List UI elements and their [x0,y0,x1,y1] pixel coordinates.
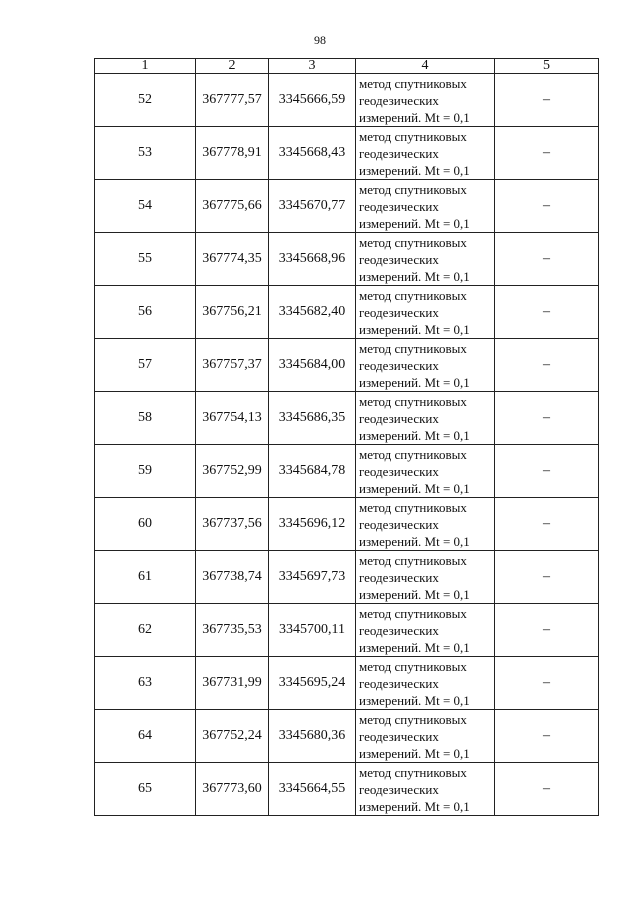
point-number-cell: 64 [95,710,196,763]
table-row [95,74,599,127]
header-row [95,59,599,74]
method-line: измерений. Mt = 0,1 [359,162,470,178]
method-cell [356,604,495,657]
header-col-5: 5 [495,59,599,74]
point-number-cell: 52 [95,74,196,127]
point-number-cell: 65 [95,763,196,816]
method-line: метод спутниковых [359,181,467,197]
note-cell: – [495,127,599,180]
y-coordinate-cell: 3345666,59 [269,74,356,127]
method-cell [356,74,495,127]
note-cell: – [495,763,599,816]
y-coordinate-cell: 3345697,73 [269,551,356,604]
method-line: геодезических [359,569,439,585]
x-coordinate-cell: 367738,74 [196,551,269,604]
method-line: геодезических [359,198,439,214]
method-line: измерений. Mt = 0,1 [359,215,470,231]
table-row [95,710,599,763]
method-line: измерений. Mt = 0,1 [359,745,470,761]
header-col-1: 1 [95,59,196,74]
point-number-cell: 54 [95,180,196,233]
method-line: геодезических [359,92,439,108]
y-coordinate-cell: 3345696,12 [269,498,356,551]
note-cell: – [495,233,599,286]
y-coordinate-cell: 3345680,36 [269,710,356,763]
method-line: измерений. Mt = 0,1 [359,533,470,549]
method-line: измерений. Mt = 0,1 [359,321,470,337]
y-coordinate-cell: 3345684,00 [269,339,356,392]
header-col-2: 2 [196,59,269,74]
method-line: геодезических [359,728,439,744]
note-cell: – [495,445,599,498]
x-coordinate-cell: 367757,37 [196,339,269,392]
note-cell: – [495,710,599,763]
table-row [95,498,599,551]
table-row [95,445,599,498]
method-line: измерений. Mt = 0,1 [359,268,470,284]
method-line: метод спутниковых [359,393,467,409]
y-coordinate-cell: 3345670,77 [269,180,356,233]
x-coordinate-cell: 367777,57 [196,74,269,127]
method-line: метод спутниковых [359,446,467,462]
method-line: метод спутниковых [359,605,467,621]
point-number-cell: 57 [95,339,196,392]
method-cell [356,498,495,551]
table-row [95,180,599,233]
method-cell [356,392,495,445]
point-number-cell: 58 [95,392,196,445]
point-number-cell: 56 [95,286,196,339]
method-line: метод спутниковых [359,658,467,674]
point-number-cell: 63 [95,657,196,710]
header-col-4: 4 [356,59,495,74]
method-line: измерений. Mt = 0,1 [359,798,470,814]
note-cell: – [495,74,599,127]
point-number-cell: 60 [95,498,196,551]
method-line: метод спутниковых [359,340,467,356]
note-cell: – [495,498,599,551]
method-line: геодезических [359,516,439,532]
table-row [95,233,599,286]
method-cell [356,286,495,339]
method-line: измерений. Mt = 0,1 [359,692,470,708]
method-cell [356,710,495,763]
note-cell: – [495,286,599,339]
x-coordinate-cell: 367774,35 [196,233,269,286]
table-row [95,127,599,180]
method-line: измерений. Mt = 0,1 [359,480,470,496]
method-line: метод спутниковых [359,552,467,568]
note-cell: – [495,339,599,392]
table-row [95,392,599,445]
method-line: геодезических [359,357,439,373]
method-cell [356,127,495,180]
method-line: геодезических [359,622,439,638]
method-line: метод спутниковых [359,711,467,727]
method-line: измерений. Mt = 0,1 [359,639,470,655]
table-row [95,604,599,657]
method-cell [356,339,495,392]
x-coordinate-cell: 367752,99 [196,445,269,498]
note-cell: – [495,180,599,233]
method-cell [356,763,495,816]
y-coordinate-cell: 3345684,78 [269,445,356,498]
note-cell: – [495,657,599,710]
y-coordinate-cell: 3345668,43 [269,127,356,180]
note-cell: – [495,604,599,657]
table-row [95,339,599,392]
x-coordinate-cell: 367778,91 [196,127,269,180]
method-line: геодезических [359,781,439,797]
point-number-cell: 59 [95,445,196,498]
x-coordinate-cell: 367735,53 [196,604,269,657]
point-number-cell: 62 [95,604,196,657]
table-row [95,551,599,604]
page-number: 98 [314,33,326,47]
point-number-cell: 61 [95,551,196,604]
method-line: геодезических [359,410,439,426]
point-number-cell: 55 [95,233,196,286]
method-cell [356,233,495,286]
method-line: геодезических [359,304,439,320]
x-coordinate-cell: 367754,13 [196,392,269,445]
coordinates-table [94,58,599,816]
x-coordinate-cell: 367773,60 [196,763,269,816]
table-row [95,657,599,710]
method-cell [356,180,495,233]
method-line: метод спутниковых [359,75,467,91]
method-line: геодезических [359,251,439,267]
method-line: метод спутниковых [359,234,467,250]
x-coordinate-cell: 367756,21 [196,286,269,339]
method-line: метод спутниковых [359,287,467,303]
method-line: метод спутниковых [359,128,467,144]
method-line: метод спутниковых [359,764,467,780]
y-coordinate-cell: 3345668,96 [269,233,356,286]
x-coordinate-cell: 367731,99 [196,657,269,710]
method-line: геодезических [359,675,439,691]
method-line: измерений. Mt = 0,1 [359,109,470,125]
y-coordinate-cell: 3345695,24 [269,657,356,710]
note-cell: – [495,392,599,445]
x-coordinate-cell: 367737,56 [196,498,269,551]
x-coordinate-cell: 367752,24 [196,710,269,763]
method-line: измерений. Mt = 0,1 [359,374,470,390]
table-row [95,286,599,339]
method-line: геодезических [359,463,439,479]
x-coordinate-cell: 367775,66 [196,180,269,233]
y-coordinate-cell: 3345682,40 [269,286,356,339]
y-coordinate-cell: 3345686,35 [269,392,356,445]
method-line: измерений. Mt = 0,1 [359,427,470,443]
method-cell [356,445,495,498]
table-header [95,59,599,74]
method-cell [356,657,495,710]
point-number-cell: 53 [95,127,196,180]
method-line: измерений. Mt = 0,1 [359,586,470,602]
method-line: метод спутниковых [359,499,467,515]
table-body [95,74,599,816]
header-col-3: 3 [269,59,356,74]
method-line: геодезических [359,145,439,161]
method-cell [356,551,495,604]
note-cell: – [495,551,599,604]
y-coordinate-cell: 3345664,55 [269,763,356,816]
table-row [95,763,599,816]
y-coordinate-cell: 3345700,11 [269,604,356,657]
